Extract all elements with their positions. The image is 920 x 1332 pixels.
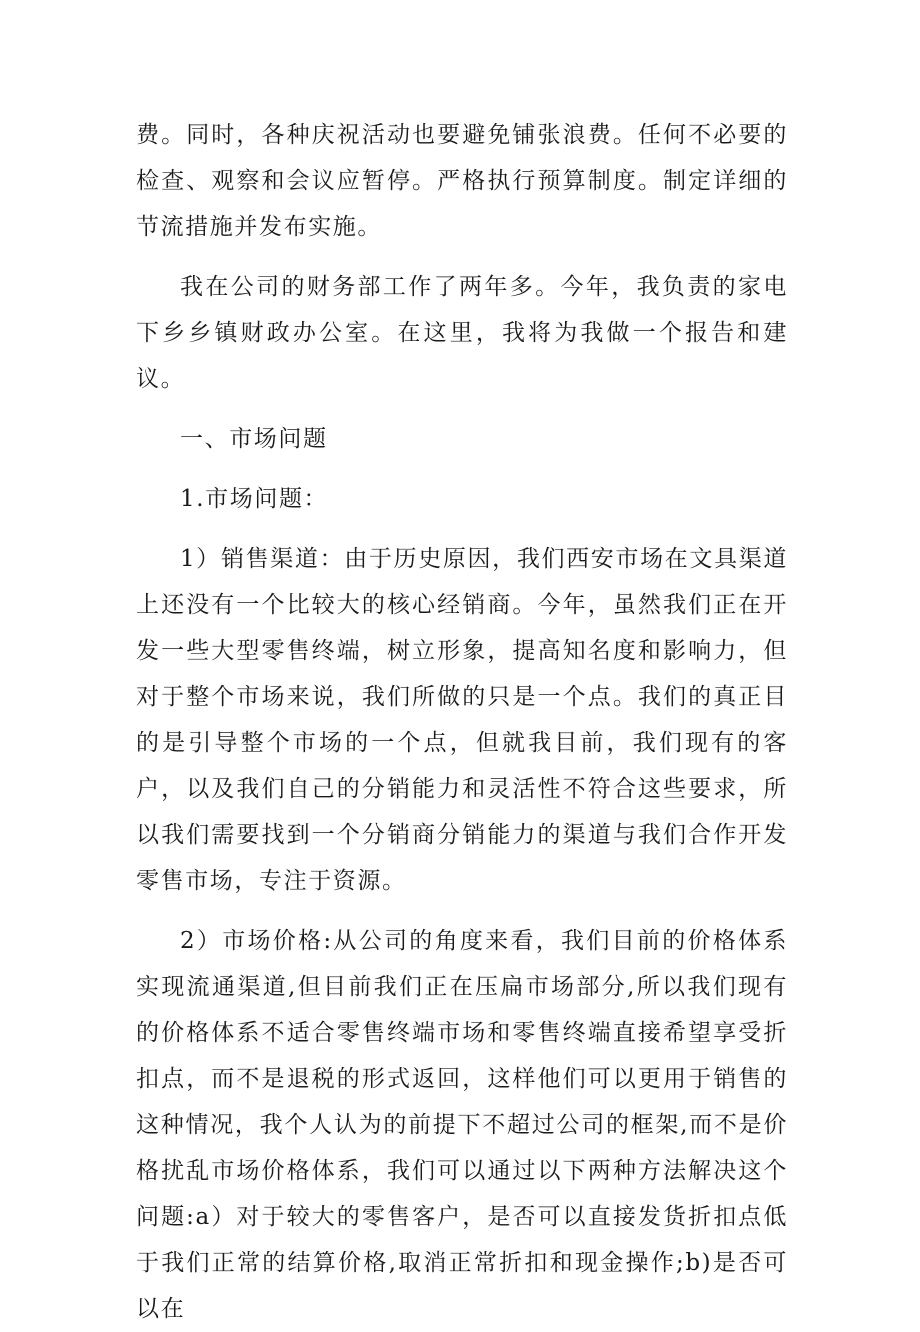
paragraph-intro: 我在公司的财务部工作了两年多。今年，我负责的家电下乡乡镇财政办公室。在这里，我将为我做一个报告和建议。 [136, 274, 788, 392]
paragraph-gap [136, 462, 788, 476]
paragraph-gap [136, 904, 788, 918]
paragraph-sales-channel: 1）销售渠道：由于历史原因，我们西安市场在文具渠道上还没有一个比较大的核心经销商。今年，虽然我们正在开发一些大型零售终端，树立形象，提高知名度和影响力，但对于整个市场来说，我们所做的只是一个点。我们的真正目的是引导整个市场的一个点，但就我目前，我们现有的客户，以及我们自己的分销能力和灵活性不符合这些要求，所以我们需要找到一个分销商分销能力的渠道与我们合作开发零售市场，专注于资源。 [136, 546, 788, 894]
section-heading: 一、市场问题 [180, 426, 328, 452]
paragraph-gap [136, 522, 788, 536]
document-body [136, 112, 788, 1332]
paragraph-gap [136, 250, 788, 264]
paragraph-market-price: 2）市场价格:从公司的角度来看，我们目前的价格体系实现流通渠道,但目前我们正在压扁市场部分,所以我们现有的价格体系不适合零售终端市场和零售终端直接希望享受折扣点，而不是退税的形式返回，这样他们可以更用于销售的这种情况，我个人认为的前提下不超过公司的框架,而不是价格扰乱市场价格体系，我们可以通过以下两种方法解决这个问题:a）对于较大的零售客户，是否可以直接发货折扣点低于我们正常的结算价格,取消正常折扣和现金操作;b)是否可以在 [136, 928, 788, 1322]
paragraph-gap [136, 402, 788, 416]
paragraph-continuation: 费。同时，各种庆祝活动也要避免铺张浪费。任何不必要的检查、观察和会议应暂停。严格执行预算制度。制定详细的节流措施并发布实施。 [136, 122, 788, 240]
subsection-heading: 1.市场问题： [180, 486, 329, 512]
